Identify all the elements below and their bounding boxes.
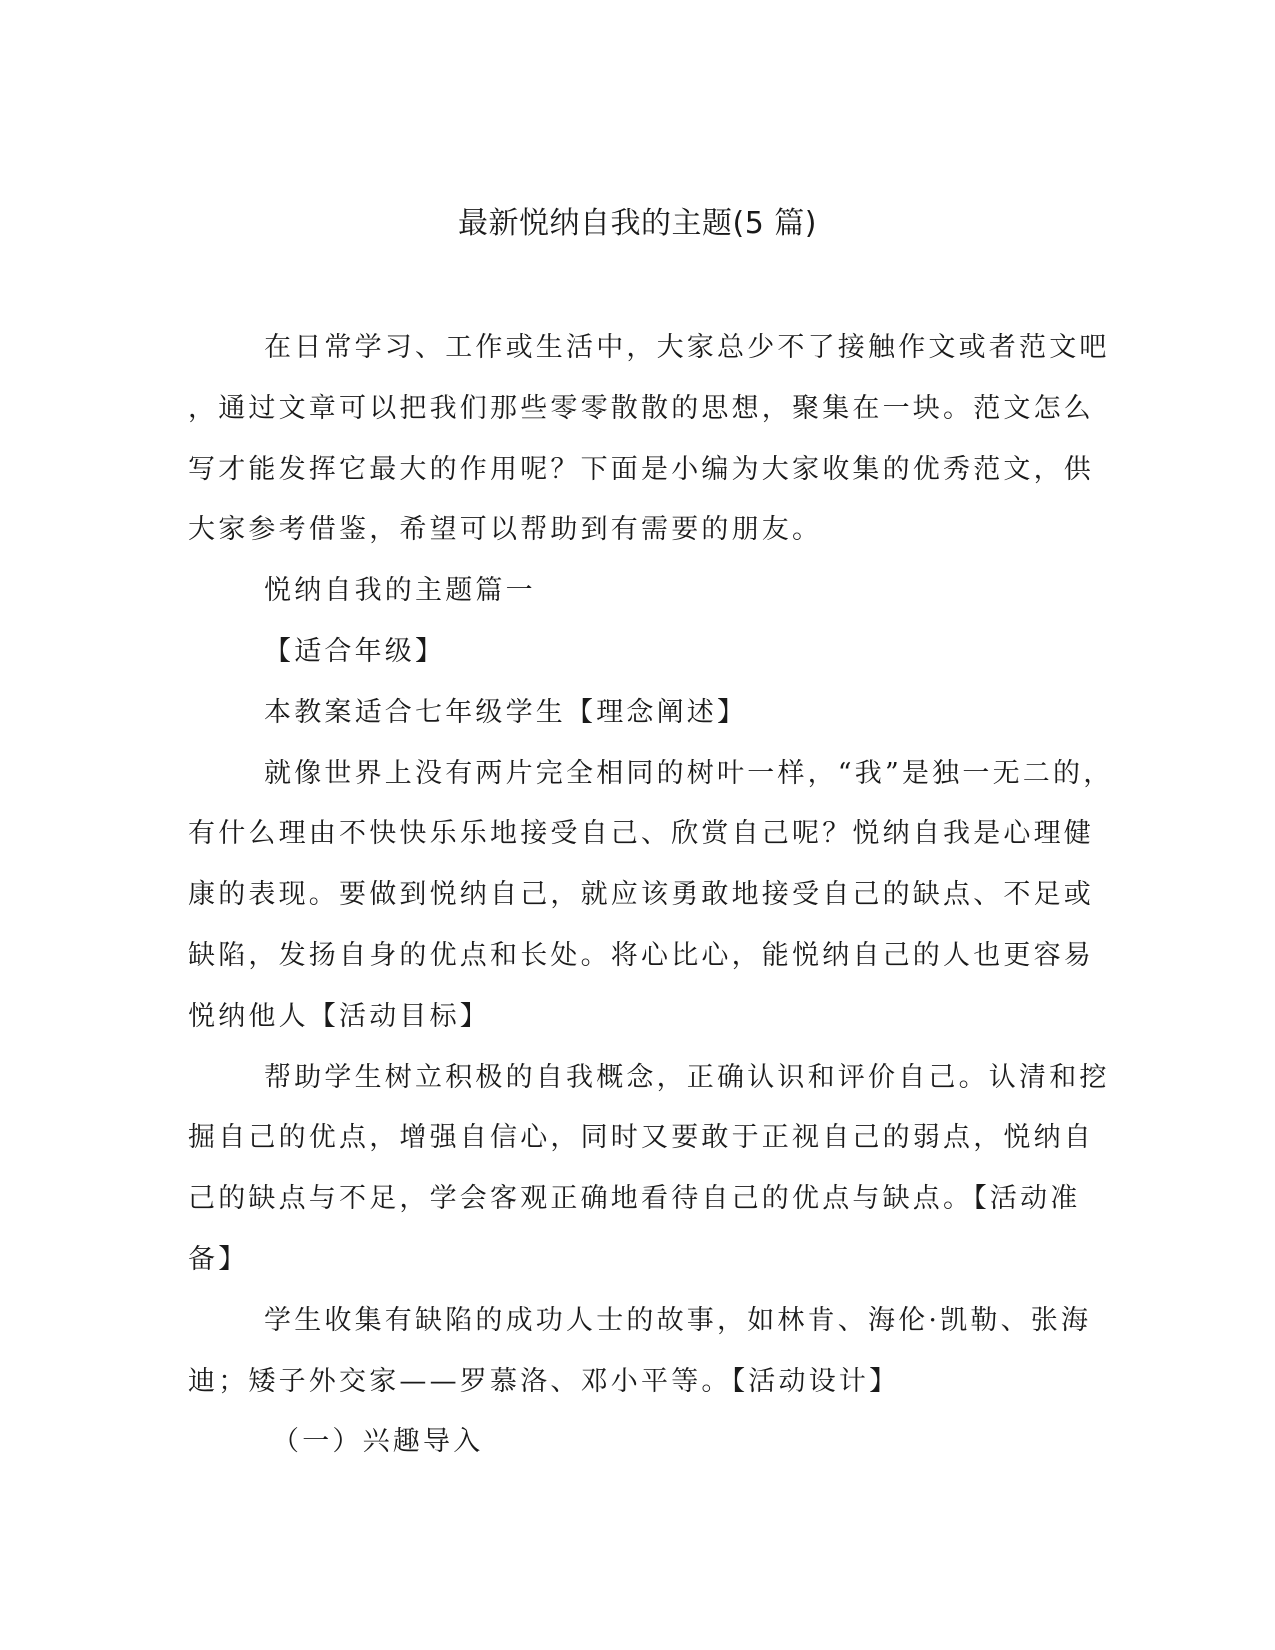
bracket-heading: 【适合年级】 [264,635,446,667]
paragraph-line: 悦纳他人【活动目标】 [188,1000,490,1032]
document-body [188,318,1114,1473]
paragraph-line: 大家参考借鉴，希望可以帮助到有需要的朋友。 [188,514,823,546]
paragraph-line: 在日常学习、工作或生活中，大家总少不了接触作文或者范文吧 [264,332,1110,363]
paragraph-line: 备】 [188,1243,249,1275]
paragraph-line: 本教案适合七年级学生【理念阐述】 [264,696,748,728]
paragraph-line: 帮助学生树立积极的自我概念，正确认识和评价自己。认清和挖 [264,1061,1110,1093]
paragraph-line: 学生收集有缺陷的成功人士的故事，如林肯、海伦·凯勒、张海 [264,1304,1092,1336]
paragraph-line: 康的表现。要做到悦纳自己，就应该勇敢地接受自己的缺点、不足或 [188,879,1094,911]
paragraph-line: 掘自己的优点，增强自信心，同时又要敢于正视自己的弱点，悦纳自 [188,1122,1094,1154]
paragraph-line: 有什么理由不快快乐乐地接受自己、欣赏自己呢？悦纳自我是心理健 [188,818,1094,850]
paragraph-line: 迪；矮子外交家——罗慕洛、邓小平等。【活动设计】 [188,1365,900,1397]
paragraph-line: 己的缺点与不足，学会客观正确地看待自己的优点与缺点。【活动准 [188,1183,1081,1215]
paragraph-line: 写才能发挥它最大的作用呢？下面是小编为大家收集的优秀范文，供 [188,453,1094,485]
paragraph-line: ，通过文章可以把我们那些零零散散的思想，聚集在一块。范文怎么 [188,392,1094,424]
document-title: 最新悦纳自我的主题(5 篇) [457,206,818,241]
paragraph-line: 就像世界上没有两片完全相同的树叶一样，“我”是独一无二的， [264,757,1114,789]
subsection-heading: （一）兴趣导入 [272,1426,484,1458]
section-heading: 悦纳自我的主题篇一 [264,575,536,607]
paragraph-line: 缺陷，发扬自身的优点和长处。将心比心，能悦纳自己的人也更容易 [188,939,1094,971]
